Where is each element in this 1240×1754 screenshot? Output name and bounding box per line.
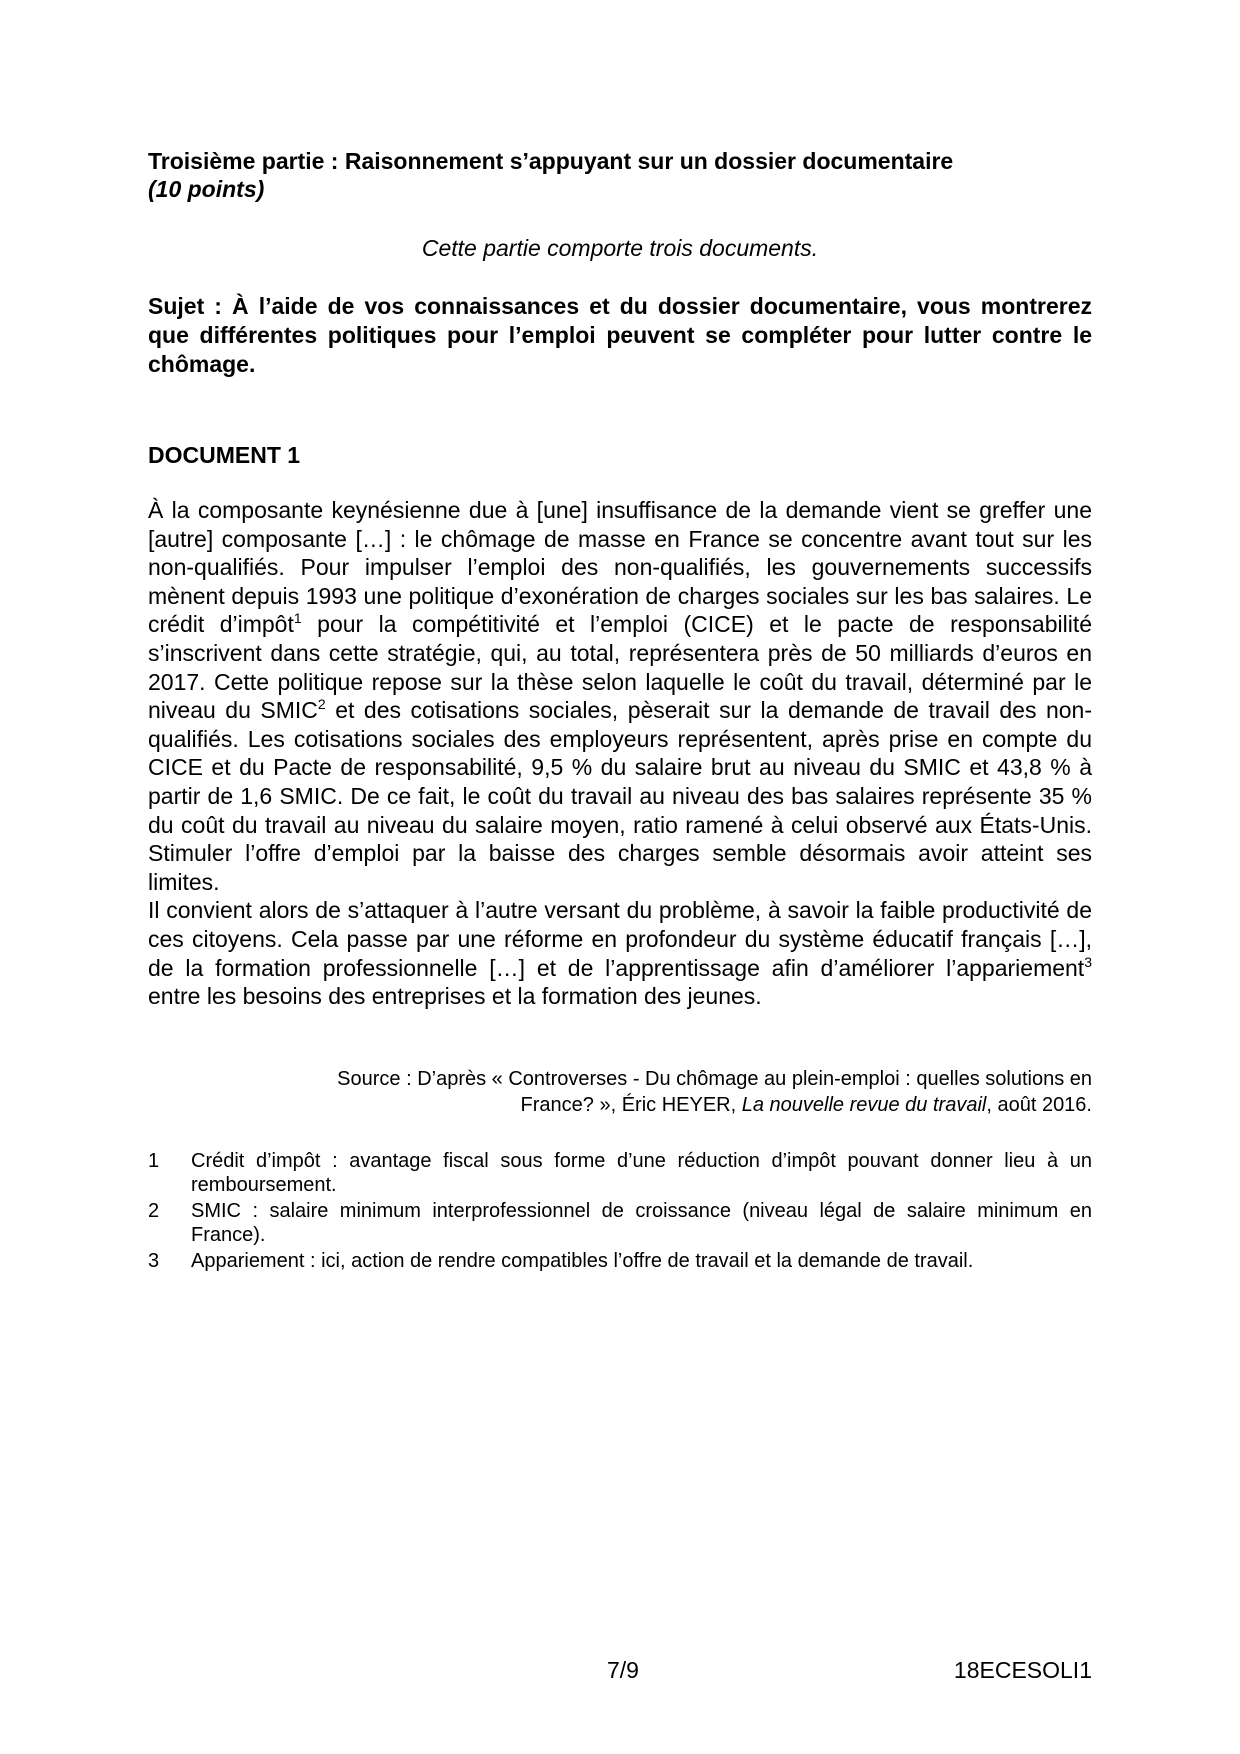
part-title-text: Troisième partie : Raisonnement s’appuyant sur un dossier documentaire (148, 148, 954, 174)
source-line-1: Source : D’après « Controverses - Du chômage au plein-emploi : quelles solutions en (337, 1068, 1092, 1090)
source-publication: La nouvelle revue du travail (741, 1094, 987, 1116)
source-line-2 (148, 1092, 1092, 1118)
footnote-number: 1 (148, 1150, 160, 1172)
footnote-ref-2: 2 (317, 696, 326, 713)
paragraph-1 (148, 496, 1092, 896)
page-number: 7/9 (607, 1657, 639, 1683)
footnote (148, 1149, 1092, 1197)
footnote (148, 1199, 1092, 1247)
source-citation (148, 1066, 1092, 1118)
footnote-number: 3 (148, 1250, 160, 1272)
footnote (148, 1249, 1092, 1273)
part-title (148, 147, 1098, 203)
part-points: (10 points) (148, 176, 265, 202)
paragraph-1-part-a: À la composante keynésienne due à [une] insuffisance de la demande vient se greffer une [autre] composante […] : le chômage de masse en France se concentre avant tout sur les non-qualifiés. Pour impulser l’emploi des non-qualifiés, les gouvernements successifs mènent depuis 1993 une politique d’exonération de charges sociales sur les bas salaires. Le crédit d’impôt (148, 497, 1092, 638)
footnote-ref-1: 1 (293, 610, 302, 627)
paragraph-2 (148, 896, 1092, 1010)
intro-text: Cette partie comporte trois documents. (421, 235, 819, 261)
footnotes (148, 1149, 1092, 1275)
paragraph-1-part-b: pour la compétitivité et l’emploi (CICE) et le pacte de responsabilité s’inscrivent dans cette stratégie, qui, au total, représentera près de 50 milliards d’euros en 2017. Cette politique repose sur la thèse selon laquelle le coût du travail, déterminé par le niveau du SMIC (148, 611, 1093, 724)
footnote-text: SMIC : salaire minimum interprofessionnel de croissance (niveau légal de salaire minimum en France). (191, 1200, 1092, 1246)
exam-code: 18ECESOLI1 (953, 1657, 1092, 1683)
subject-statement: Sujet : À l’aide de vos connaissances et du dossier documentaire, vous montrerez que différentes politiques pour l’emploi peuvent se compléter pour lutter contre le chômage. (148, 293, 1092, 377)
footnote-ref-3: 3 (1084, 953, 1092, 970)
footnote-number: 2 (148, 1200, 160, 1222)
paragraph-1-part-c: et des cotisations sociales, pèserait sur la demande de travail des non-qualifiés. Les cotisations sociales des employeurs représentent, après prise en compte du CICE et du Pacte de responsabilité, 9,5 % du salaire brut au niveau du SMIC et 43,8 % à partir de 1,6 SMIC. De ce fait, le coût du travail au niveau des bas salaires représente 35 % du coût du travail au niveau du salaire moyen, ratio ramené à celui observé aux États-Unis. Stimuler l’offre d’emploi par la baisse des charges semble désormais avoir atteint ses limites. (148, 697, 1093, 895)
document-title: DOCUMENT 1 (148, 442, 301, 468)
source-line-2-start: France? », Éric HEYER, (520, 1094, 742, 1116)
footnote-text: Appariement : ici, action de rendre compatibles l’offre de travail et la demande de travail. (191, 1250, 974, 1272)
footnote-text: Crédit d’impôt : avantage fiscal sous forme d’une réduction d’impôt pouvant donner lieu à un remboursement. (191, 1150, 1092, 1196)
paragraph-2-part-b: entre les besoins des entreprises et la formation des jeunes. (148, 983, 762, 1010)
document-body (148, 496, 1092, 1011)
source-line-2-end: , août 2016. (986, 1094, 1092, 1116)
paragraph-2-part-a: Il convient alors de s’attaquer à l’autre versant du problème, à savoir la faible productivité de ces citoyens. Cela passe par une réforme en profondeur du système éducatif français […], de la formation professionnelle […] et de l’apprentissage afin d’améliorer l’appariement (148, 897, 1092, 981)
